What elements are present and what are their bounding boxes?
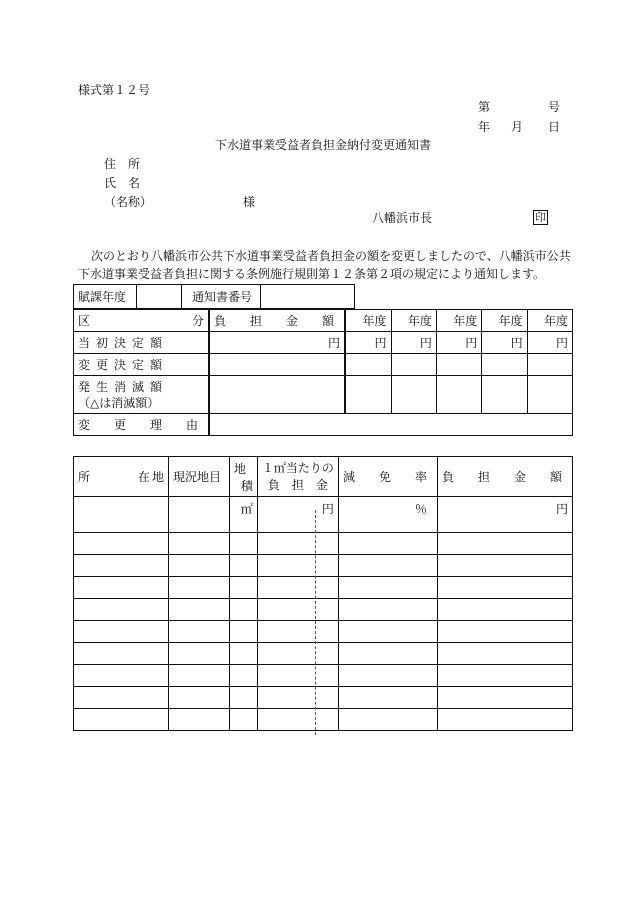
reason-value	[209, 414, 572, 436]
date-month: 月	[511, 120, 524, 134]
fiscal-year-label: 賦課年度	[74, 285, 137, 309]
amount-table	[73, 309, 573, 436]
document-title: 下水道事業受益者負担金納付変更通知書	[215, 138, 432, 152]
header-year-3: 年度	[436, 310, 481, 332]
header-area: 地 積	[229, 457, 257, 497]
unit-yen-amount: 円	[437, 497, 572, 533]
header-land-type: 現況地目	[169, 457, 230, 497]
initial-yen-1: 円	[345, 332, 391, 354]
company-label: （名称）	[104, 195, 153, 209]
header-reduction: 減 免 率	[338, 457, 437, 497]
row-initial-label: 当初決定額	[74, 332, 210, 354]
initial-yen-5: 円	[527, 332, 572, 354]
body-line-1: 次のとおり八幡浜市公共下水道事業受益者負担金の額を変更しましたので、八幡浜市公共	[91, 249, 571, 263]
initial-yen: 円	[209, 332, 345, 354]
header-year-1: 年度	[345, 310, 391, 332]
row-occur-label: 発生消滅額 （△は消滅額）	[74, 376, 210, 414]
issuer-name: 八幡浜市長	[372, 211, 433, 225]
header-year-4: 年度	[482, 310, 527, 332]
address-label: 住 所	[104, 157, 141, 171]
doc-number-prefix: 第	[478, 100, 491, 114]
date-day: 日	[548, 120, 561, 134]
notice-number-label: 通知書番号	[182, 285, 261, 309]
header-year-5: 年度	[527, 310, 572, 332]
seal-stamp: 印	[535, 211, 546, 224]
header-category: 区 分	[74, 310, 210, 332]
fiscal-year-value	[137, 285, 182, 309]
initial-yen-4: 円	[482, 332, 527, 354]
body-line-2: 下水道事業受益者負担に関する条例施行規則第１２条第２項の規定により通知します。	[78, 267, 546, 281]
header-per-sqm: １㎡当たりの 負 担 金	[257, 457, 338, 497]
area-dashed-divider	[315, 510, 316, 735]
row-reason-label: 変 更 理 由	[74, 414, 210, 436]
initial-yen-3: 円	[436, 332, 481, 354]
form-number: 様式第１２号	[78, 83, 151, 97]
header-year-2: 年度	[391, 310, 436, 332]
header-burden-amount: 負 担 金 額	[437, 457, 572, 497]
row-change-label: 変更決定額	[74, 354, 210, 376]
doc-number-suffix: 号	[548, 100, 561, 114]
honorific: 様	[243, 195, 256, 209]
name-label: 氏 名	[104, 176, 141, 190]
fiscal-notice-table	[73, 284, 355, 309]
unit-yen-per-sqm: 円	[257, 497, 338, 533]
header-amount: 負 担 金 額	[209, 310, 345, 332]
notice-number-value	[261, 285, 355, 309]
date-year: 年	[478, 120, 491, 134]
initial-yen-2: 円	[391, 332, 436, 354]
unit-sqm: ㎡	[229, 497, 257, 533]
header-location: 所 在 地	[74, 457, 169, 497]
unit-percent: ％	[338, 497, 437, 533]
land-table	[73, 456, 573, 731]
